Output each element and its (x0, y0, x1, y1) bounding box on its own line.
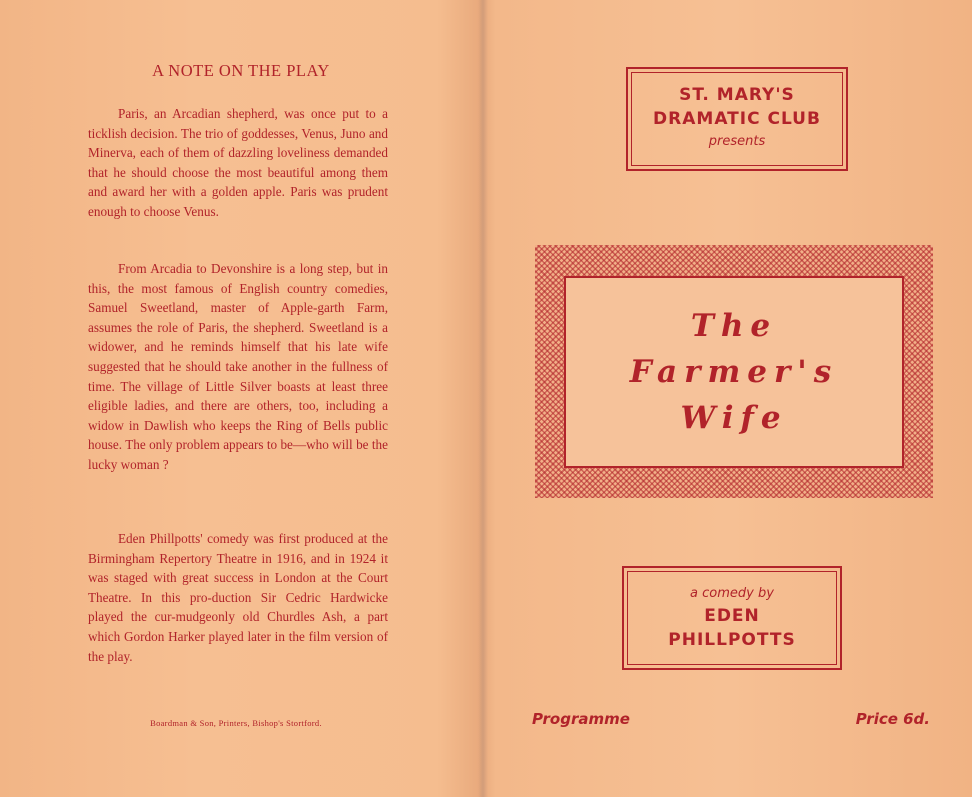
club-name-line-1: ST. MARY'S (679, 85, 795, 105)
club-box (626, 67, 848, 171)
programme-label: Programme (532, 710, 630, 728)
club-name-line-2: DRAMATIC CLUB (653, 109, 821, 129)
comedy-by-label: a comedy by (690, 586, 774, 601)
note-paragraph-2: From Arcadia to Devonshire is a long step, but in this, the most famous of English country comedies, Samuel Sweetland, master of Apple-garth Farm, assumes the role of Paris, the shepherd. Sweetland is a widower, and he reminds himself that his late wife suggested that he should take another in the fullness of time. The village of Little Silver boasts at least three eligible ladies, and there are others, too, including a widow in Dawlish who keeps the Ring of Bells public house. The only problem appears to be—who will be the lucky woman ? (88, 261, 388, 472)
printer-credit: Boardman & Son, Printers, Bishop's Stortford. (150, 718, 322, 728)
left-page (0, 0, 480, 797)
right-page (488, 0, 972, 797)
play-title-line-1: The (690, 308, 778, 344)
play-title-line-2: Farmer's (629, 354, 839, 390)
play-title-line-3: Wife (680, 400, 788, 436)
author-box (622, 566, 842, 670)
author-name-line-1: EDEN (704, 606, 760, 626)
note-paragraph-1: Paris, an Arcadian shepherd, was once put to a ticklish decision. The trio of goddesses, Venus, Juno and Minerva, each of them of dazzling loveliness demanded that he should choose the most beautiful among them and award her with a golden apple. Paris was prudent enough to choose Venus. (88, 106, 388, 219)
presents-label: presents (708, 134, 766, 149)
author-name-line-2: PHILLPOTTS (668, 630, 796, 650)
note-heading: A NOTE ON THE PLAY (152, 61, 330, 80)
note-paragraph-3: Eden Phillpotts' comedy was first produced at the Birmingham Repertory Theatre in 1916, and in 1924 it was staged with great success in London at the Court Theatre. In this pro-duction Sir Cedric Hardwicke played the cur-mudgeonly old Churdles Ash, a part which Gordon Harker played later in the film version of the play. (88, 531, 388, 664)
price-label: Price 6d. (855, 710, 930, 728)
title-panel (564, 276, 904, 468)
